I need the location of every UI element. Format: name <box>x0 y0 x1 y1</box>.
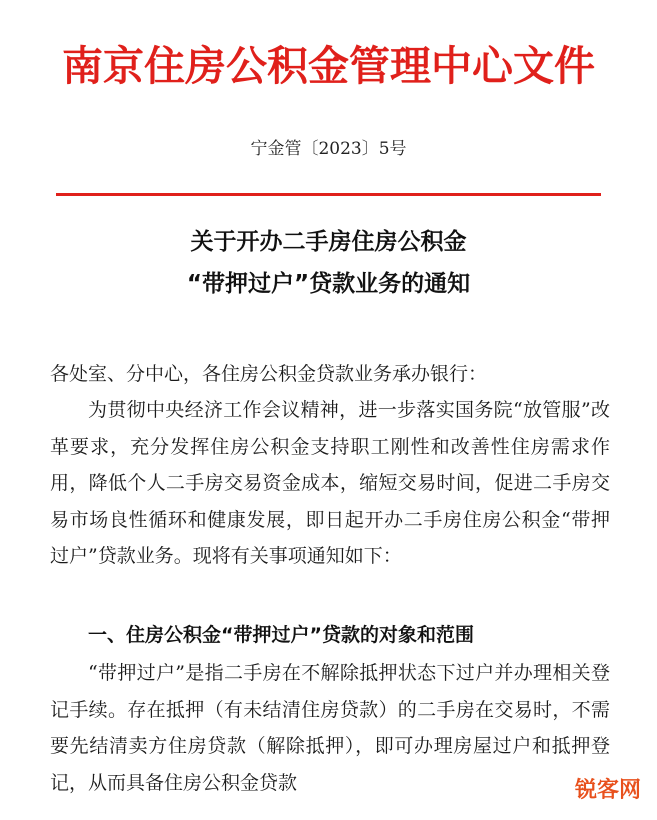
body-paragraph-2: “带押过户”是指二手房在不解除抵押状态下过户并办理相关登记手续。存在抵押（有未结清住房贷款）的二手房在交易时，不需要先结清卖方住房贷款（解除抵押），即可办理房屋过户和抵押登记，从而具备住房公积金贷款 <box>50 662 610 794</box>
site-watermark: 锐客网 <box>574 778 641 803</box>
document-number: 宁金管〔2023〕5号 <box>250 139 407 159</box>
notice-title-line-2: “带押过户”贷款业务的通知 <box>186 271 471 297</box>
red-divider <box>56 193 601 196</box>
body-paragraph-1: 为贯彻中央经济工作会议精神，进一步落实国务院“放管服”改革要求，充分发挥住房公积金支持职工刚性和改善性住房需求作用，降低个人二手房交易资金成本，缩短交易时间，促进二手房交易市场良性循环和健康发展，即日起开办二手房住房公积金“带押过户”贷款业务。现将有关事项通知如下： <box>50 399 610 568</box>
issuer-title: 南京住房公积金管理中心文件 <box>62 42 595 90</box>
section-heading-1: 一、住房公积金“带押过户”贷款的对象和范围 <box>88 624 474 646</box>
notice-title-line-1: 关于开办二手房住房公积金 <box>190 229 467 255</box>
salutation: 各处室、分中心，各住房公积金贷款业务承办银行： <box>50 363 488 385</box>
